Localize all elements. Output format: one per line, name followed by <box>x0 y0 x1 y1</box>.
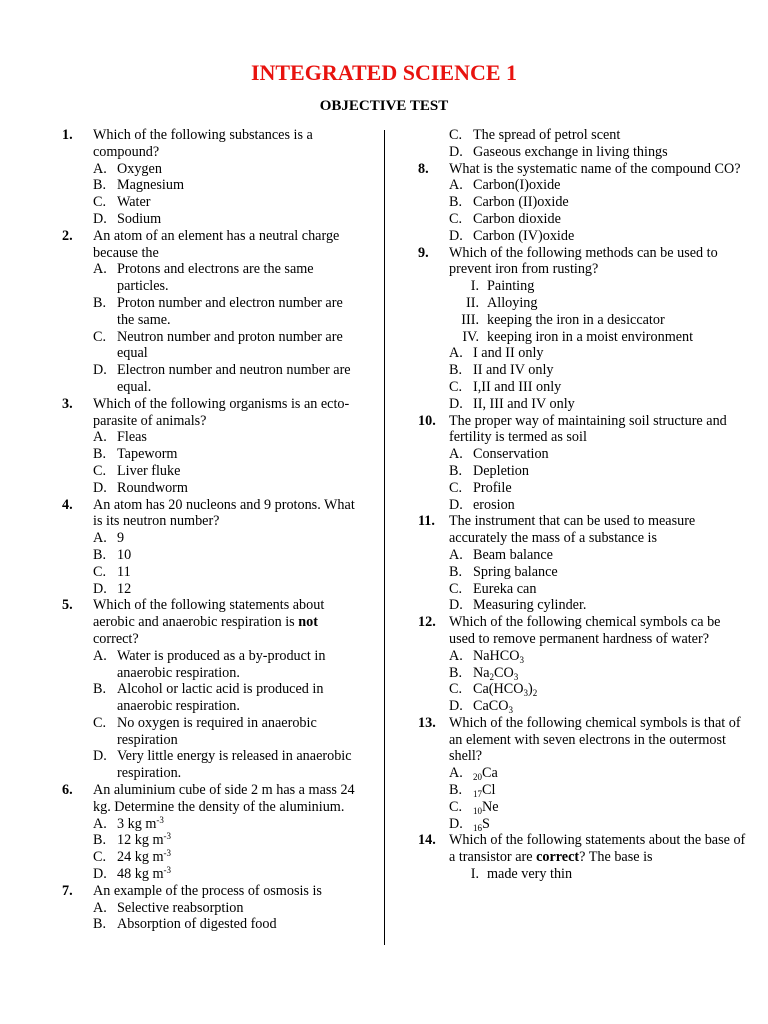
option-text: II and IV only <box>473 362 554 379</box>
option-letter: D. <box>449 227 463 244</box>
answer-option <box>449 396 748 413</box>
answer-option <box>449 379 748 396</box>
atomic-number: 10 <box>473 805 482 816</box>
option-text: Spring balance <box>473 563 558 580</box>
option-text: $Ca(HCO_3)_2$ <box>473 681 538 699</box>
answer-option <box>449 497 748 514</box>
subscript: 3 <box>519 654 524 665</box>
answer-option <box>449 681 748 698</box>
superscript: -3 <box>156 814 164 825</box>
option-letter: D. <box>449 597 463 614</box>
answer-option <box>449 816 748 833</box>
question <box>62 396 362 497</box>
option-text: CaCO$_3$ <box>473 698 513 716</box>
option-letter: B. <box>93 681 107 698</box>
option-letter: D. <box>93 479 107 496</box>
question <box>62 782 362 883</box>
option-letter: B. <box>449 664 463 681</box>
question-text: Which of the following chemical symbols is that of an element with seven electrons in the outermost shell? <box>449 714 741 765</box>
question <box>418 513 748 614</box>
option-text: Absorption of digested food <box>117 916 277 933</box>
option-letter: B. <box>449 462 463 479</box>
subscript: 3 <box>508 705 513 716</box>
answer-option <box>93 849 362 866</box>
option-letter: C. <box>93 849 107 866</box>
option-letter: D. <box>93 748 107 765</box>
answer-option <box>93 547 362 564</box>
page-subtitle: OBJECTIVE TEST <box>319 98 449 114</box>
option-letter: C. <box>93 462 107 479</box>
question <box>62 597 362 782</box>
answer-option <box>449 480 748 497</box>
answer-option <box>93 194 362 211</box>
answer-option <box>449 597 748 614</box>
option-text: keeping the iron in a desiccator <box>487 311 665 328</box>
option-text: II, III and IV only <box>473 395 575 412</box>
option-text: Carbon(I)oxide <box>473 177 561 194</box>
option-text: Protons and electrons are the same particles. <box>117 261 314 295</box>
answer-option <box>93 581 362 598</box>
option-letter: C. <box>449 210 463 227</box>
question-text: The proper way of maintaining soil structure and fertility is termed as soil <box>449 412 727 446</box>
option-text: $_{10}$Ne <box>473 798 499 816</box>
question-number: 11. <box>418 513 435 530</box>
option-letter: D. <box>93 866 107 883</box>
option-letter: A. <box>449 177 463 194</box>
answer-option <box>93 429 362 446</box>
answer-option <box>93 564 362 581</box>
page-title: INTEGRATED SCIENCE 1 <box>250 60 518 85</box>
option-text: Oxygen <box>117 160 162 177</box>
option-text: Depletion <box>473 462 529 479</box>
option-letter: D. <box>449 815 463 832</box>
answer-option <box>449 446 748 463</box>
option-text: made very thin <box>487 866 573 883</box>
statement-list <box>449 278 748 345</box>
option-letter: A. <box>93 899 107 916</box>
answer-option <box>449 782 748 799</box>
answer-option <box>93 530 362 547</box>
option-letter: A. <box>449 546 463 563</box>
answer-option <box>93 161 362 178</box>
question <box>418 832 748 882</box>
question-continued <box>418 127 748 161</box>
question-number: 10. <box>418 412 436 429</box>
option-letter: D. <box>93 580 107 597</box>
option-text: Proton number and electron number are the same. <box>117 294 343 328</box>
answer-option <box>93 211 362 228</box>
option-text: Carbon dioxide <box>473 210 561 227</box>
answer-option <box>449 228 748 245</box>
answer-option <box>93 648 362 682</box>
option-letter: I. <box>470 278 479 295</box>
option-letter: C. <box>93 328 107 345</box>
question <box>418 614 748 715</box>
answer-option <box>93 916 362 933</box>
right-column <box>418 127 748 883</box>
question <box>62 127 362 228</box>
subscript: 3 <box>513 671 519 682</box>
question <box>418 161 748 245</box>
answer-option <box>449 765 748 782</box>
option-letter: D. <box>449 698 463 715</box>
option-text: $_{16}$S <box>473 815 490 833</box>
option-letter: D. <box>93 210 107 227</box>
option-letter: A. <box>449 765 463 782</box>
question <box>418 413 748 514</box>
answer-option <box>93 866 362 883</box>
answer-option <box>449 312 748 329</box>
option-text: Magnesium <box>117 177 184 194</box>
question-number: 8. <box>418 160 429 177</box>
answer-option <box>93 463 362 480</box>
answer-option <box>93 480 362 497</box>
option-letter: A. <box>93 261 107 278</box>
option-letter: A. <box>93 815 107 832</box>
answer-option <box>449 665 748 682</box>
question-text: Which of the following statements about aerobic and anaerobic respiration is not correct? <box>93 597 325 647</box>
answer-option <box>449 278 748 295</box>
option-letter: A. <box>449 345 463 362</box>
option-letter: B. <box>449 782 463 799</box>
option-text: I and II only <box>473 345 544 362</box>
option-letter: C. <box>93 563 107 580</box>
question <box>418 715 748 833</box>
question-text: An aluminium cube of side 2 m has a mass 24 kg. Determine the density of the aluminium. <box>93 782 355 815</box>
answer-option <box>93 748 362 782</box>
answer-option <box>449 564 748 581</box>
option-letter: C. <box>449 681 463 698</box>
answer-option <box>449 329 748 346</box>
option-text: Measuring cylinder. <box>473 597 587 614</box>
answer-option <box>93 900 362 917</box>
option-letter: C. <box>449 479 463 496</box>
option-letter: A. <box>93 647 107 664</box>
question-number: 1. <box>62 127 73 143</box>
question-text: An atom has 20 nucleons and 9 protons. What is its neutron number? <box>93 496 355 530</box>
option-text: Beam balance <box>473 546 553 563</box>
subscript: 2 <box>489 671 495 682</box>
option-letter: C. <box>449 378 463 395</box>
option-text: $Na_2CO_3$ <box>473 664 519 682</box>
question-text: Which of the following statements about the base of a transistor are correct? The base is <box>449 832 746 866</box>
question-number: 9. <box>418 244 429 261</box>
option-text: keeping iron in a moist environment <box>487 328 694 345</box>
answer-option <box>449 648 748 665</box>
option-letter: IV. <box>462 328 479 345</box>
answer-option <box>449 127 748 144</box>
option-letter: II. <box>466 294 479 311</box>
option-text: Water is produced as a by-product in anaerobic respiration. <box>117 647 326 681</box>
question-text: Which of the following substances is a compound? <box>93 127 313 160</box>
column-divider <box>384 130 385 945</box>
option-text: Liver fluke <box>117 462 181 479</box>
option-letter: A. <box>449 647 463 664</box>
question-number: 7. <box>62 882 73 899</box>
option-text: 24 kg $m^{-3}$ <box>117 848 172 866</box>
answer-option <box>449 144 748 161</box>
question-number: 12. <box>418 614 436 631</box>
answer-option <box>93 816 362 833</box>
option-text: Alloying <box>487 294 538 311</box>
option-letter: B. <box>93 832 107 849</box>
answer-option <box>93 362 362 396</box>
option-text: 11 <box>117 563 131 580</box>
answer-option <box>93 715 362 749</box>
option-letter: C. <box>449 127 463 143</box>
superscript: -3 <box>163 831 172 842</box>
atomic-number: 16 <box>473 822 482 833</box>
option-text: $_{17}$Cl <box>473 782 496 800</box>
option-letter: B. <box>93 294 107 311</box>
question-text: Which of the following chemical symbols ca be used to remove permanent hardness of water? <box>449 614 721 647</box>
answer-option <box>449 345 748 362</box>
question-text: Which of the following methods can be used to prevent iron from rusting? <box>449 244 718 278</box>
atomic-number: 20 <box>473 772 482 783</box>
option-letter: A. <box>93 160 107 177</box>
option-letter: C. <box>93 714 107 731</box>
question-number: 2. <box>62 227 73 244</box>
question <box>418 245 748 413</box>
question-number: 4. <box>62 496 73 513</box>
option-letter: B. <box>449 563 463 580</box>
option-text: 10 <box>117 546 132 563</box>
question-text: Which of the following organisms is an ecto-parasite of animals? <box>93 395 350 429</box>
option-letter: C. <box>449 798 463 815</box>
option-letter: A. <box>93 429 107 446</box>
option-text: Tapeworm <box>117 446 178 463</box>
left-column <box>62 127 362 933</box>
answer-option <box>93 681 362 715</box>
option-letter: D. <box>449 395 463 412</box>
option-text: NaHCO$_3$ <box>473 647 524 665</box>
question-text: What is the systematic name of the compound CO? <box>449 160 741 177</box>
option-text: Electron number and neutron number are equal. <box>117 362 351 395</box>
answer-option <box>449 177 748 194</box>
question-number: 13. <box>418 714 436 731</box>
subscript: 2 <box>532 688 538 699</box>
option-letter: D. <box>449 496 463 513</box>
option-text: The spread of petrol scent <box>473 127 621 143</box>
answer-option <box>449 581 748 598</box>
superscript: -3 <box>163 848 172 859</box>
answer-option <box>449 547 748 564</box>
option-letter: D. <box>93 362 107 379</box>
option-letter: B. <box>93 446 107 463</box>
option-letter: D. <box>449 143 463 160</box>
answer-option <box>449 463 748 480</box>
answer-option <box>93 295 362 329</box>
question-text: An atom of an element has a neutral charge because the <box>93 227 340 261</box>
subscript: 3 <box>523 688 528 699</box>
option-letter: B. <box>449 362 463 379</box>
answer-option <box>449 799 748 816</box>
option-text: 48 kg $m^{-3}$ <box>117 865 172 883</box>
option-text: Gaseous exchange in living things <box>473 143 668 160</box>
option-letter: I. <box>470 866 479 883</box>
option-letter: A. <box>93 530 107 547</box>
option-text: Water <box>117 194 151 211</box>
option-letter: B. <box>93 177 107 194</box>
answer-option <box>449 295 748 312</box>
option-letter: C. <box>449 580 463 597</box>
option-letter: C. <box>93 194 107 211</box>
option-text: Eureka can <box>473 580 537 597</box>
question-text: The instrument that can be used to measure accurately the mass of a substance is <box>449 513 696 547</box>
answer-option <box>449 362 748 379</box>
option-text: Carbon (IV)oxide <box>473 227 575 244</box>
option-text: Alcohol or lactic acid is produced in anaerobic respiration. <box>117 681 324 715</box>
option-text: 9 <box>117 530 125 547</box>
question <box>62 228 362 396</box>
option-text: Roundworm <box>117 479 188 496</box>
option-letter: III. <box>461 311 479 328</box>
option-text: 12 kg $m^{-3}$ <box>117 831 172 849</box>
option-letter: B. <box>93 546 107 563</box>
answer-option <box>93 261 362 295</box>
question <box>62 883 362 933</box>
answer-option <box>93 177 362 194</box>
option-text: Fleas <box>117 429 147 446</box>
option-text: 3 kg $m^{-3}$ <box>117 814 164 832</box>
option-letter: B. <box>449 194 463 211</box>
option-letter: A. <box>449 446 463 463</box>
question-number: 3. <box>62 395 73 412</box>
option-text: Selective reabsorption <box>117 899 244 916</box>
emphasis-text: correct <box>536 849 580 866</box>
question-number: 14. <box>418 832 436 849</box>
option-text: I,II and III only <box>473 378 562 395</box>
answer-option <box>449 866 748 883</box>
option-text: 12 <box>117 580 132 597</box>
option-text: Very little energy is released in anaerobic respiration. <box>117 748 352 782</box>
option-text: Sodium <box>117 210 162 227</box>
option-text: Conservation <box>473 446 549 463</box>
option-text: Carbon (II)oxide <box>473 194 569 211</box>
option-text: No oxygen is required in anaerobic respiration <box>117 714 317 748</box>
answer-option <box>93 446 362 463</box>
answer-option <box>449 211 748 228</box>
superscript: -3 <box>163 865 172 876</box>
option-text: Profile <box>473 479 512 496</box>
atomic-number: 17 <box>473 789 482 800</box>
option-text: Neutron number and proton number are equal <box>117 328 343 362</box>
option-text: Painting <box>487 278 535 295</box>
answer-option <box>93 832 362 849</box>
option-text: erosion <box>473 496 515 513</box>
question-number: 6. <box>62 782 73 799</box>
question-number: 5. <box>62 597 73 614</box>
answer-option <box>449 698 748 715</box>
option-text: $_{20}$Ca <box>473 765 498 783</box>
emphasis-text: not <box>298 614 318 631</box>
option-letter: B. <box>93 916 107 933</box>
question-text: An example of the process of osmosis is <box>93 882 322 899</box>
answer-option <box>93 329 362 363</box>
question <box>62 497 362 598</box>
answer-option <box>449 194 748 211</box>
statement-list <box>449 866 748 883</box>
